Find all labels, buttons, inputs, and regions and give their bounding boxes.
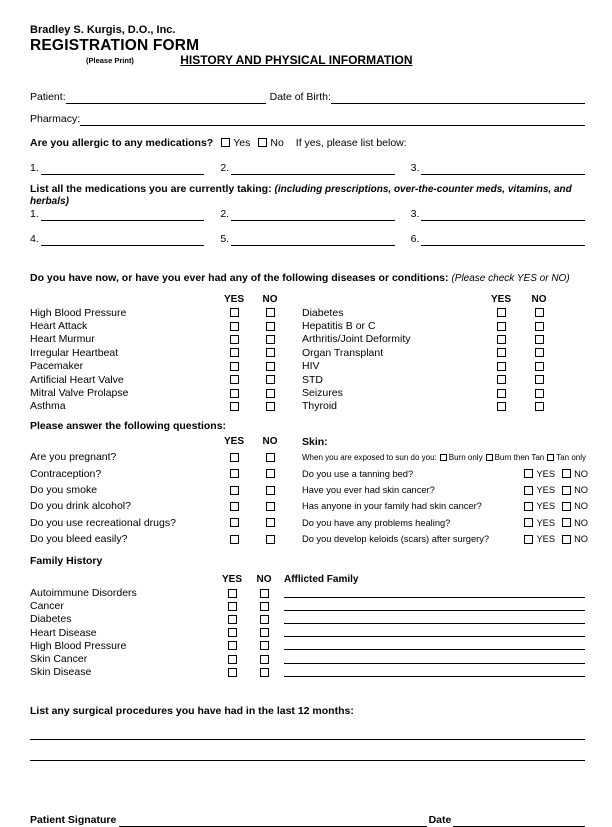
family-history-column-header bbox=[30, 572, 585, 586]
no-checkbox[interactable] bbox=[266, 308, 275, 317]
no-label: NO bbox=[574, 468, 589, 479]
yes-checkbox[interactable] bbox=[230, 486, 239, 495]
line-number: 5. bbox=[220, 233, 230, 245]
yes-checkbox[interactable] bbox=[230, 535, 239, 544]
disease-row bbox=[302, 360, 585, 373]
allergy-yes-label: Yes bbox=[233, 136, 251, 149]
yes-checkbox[interactable] bbox=[230, 502, 239, 511]
yes-label: YES bbox=[536, 501, 556, 512]
disease-row bbox=[30, 373, 302, 386]
skin-question-row bbox=[302, 482, 589, 498]
condition-label: Artificial Heart Valve bbox=[30, 373, 124, 386]
skin-header: Skin: bbox=[302, 435, 328, 448]
medication-line-input[interactable] bbox=[421, 208, 585, 221]
allergy-line-input[interactable] bbox=[421, 162, 585, 175]
no-checkbox[interactable] bbox=[260, 655, 269, 664]
condition-label: High Blood Pressure bbox=[30, 306, 127, 319]
medication-line-input[interactable] bbox=[231, 233, 395, 246]
yes-checkbox[interactable] bbox=[228, 589, 237, 598]
skin-question-label: Has anyone in your family had skin cancer? bbox=[302, 501, 482, 512]
no-checkbox[interactable] bbox=[266, 402, 275, 411]
form-title: REGISTRATION FORM bbox=[30, 37, 200, 54]
dob-input[interactable] bbox=[331, 91, 585, 104]
question-row bbox=[30, 482, 302, 498]
disease-row bbox=[30, 306, 302, 319]
family-condition-label: Cancer bbox=[30, 600, 64, 613]
disease-row bbox=[30, 360, 302, 373]
disease-row bbox=[30, 400, 302, 413]
no-checkbox[interactable] bbox=[562, 518, 571, 527]
yes-checkbox[interactable] bbox=[524, 469, 533, 478]
questions-header: Please answer the following questions: bbox=[30, 420, 227, 433]
skin-question-label: Do you use a tanning bed? bbox=[302, 468, 414, 479]
family-history-header: Family History bbox=[30, 555, 103, 568]
no-checkbox[interactable] bbox=[535, 322, 544, 331]
burn-then-tan-label: Burn then Tan bbox=[494, 452, 545, 462]
diseases-question-row bbox=[30, 272, 585, 286]
yes-checkbox[interactable] bbox=[230, 518, 239, 527]
patient-signature-label: Patient Signature bbox=[30, 813, 117, 826]
allergy-line-input[interactable] bbox=[231, 162, 395, 175]
condition-label: HIV bbox=[302, 360, 320, 373]
no-label: NO bbox=[574, 501, 589, 512]
yes-checkbox[interactable] bbox=[230, 375, 239, 384]
diseases-right-column bbox=[302, 292, 585, 413]
disease-row bbox=[30, 319, 302, 332]
no-checkbox[interactable] bbox=[266, 348, 275, 357]
no-checkbox[interactable] bbox=[535, 362, 544, 371]
yes-checkbox[interactable] bbox=[230, 389, 239, 398]
diseases-right-header bbox=[302, 292, 585, 306]
disease-row bbox=[302, 386, 585, 399]
medication-line-input[interactable] bbox=[231, 208, 395, 221]
yes-column-header: YES bbox=[223, 436, 244, 448]
yes-checkbox[interactable] bbox=[524, 486, 533, 495]
no-label: NO bbox=[574, 485, 589, 496]
pharmacy-row bbox=[30, 108, 585, 126]
pharmacy-label: Pharmacy: bbox=[30, 113, 81, 125]
skin-question-label: Have you ever had skin cancer? bbox=[302, 485, 435, 496]
yes-checkbox[interactable] bbox=[497, 402, 506, 411]
questions-left-column bbox=[30, 434, 302, 547]
line-number: 2. bbox=[220, 162, 230, 174]
no-checkbox[interactable] bbox=[266, 469, 275, 478]
questions-table bbox=[30, 434, 589, 547]
afflicted-family-input[interactable] bbox=[284, 589, 585, 598]
condition-label: Mitral Valve Prolapse bbox=[30, 387, 129, 400]
no-label: NO bbox=[574, 534, 589, 545]
line-number: 6. bbox=[410, 233, 420, 245]
condition-label: Hepatitis B or C bbox=[302, 320, 376, 333]
no-checkbox[interactable] bbox=[260, 615, 269, 624]
line-number: 4. bbox=[30, 233, 39, 245]
family-history-row bbox=[30, 626, 585, 639]
afflicted-family-input[interactable] bbox=[284, 668, 585, 677]
yes-checkbox[interactable] bbox=[230, 402, 239, 411]
family-condition-label: High Blood Pressure bbox=[30, 639, 127, 652]
skin-question-row bbox=[302, 466, 589, 482]
pharmacy-input[interactable] bbox=[80, 113, 585, 126]
questions-column-header bbox=[30, 434, 302, 449]
diseases-left-column bbox=[30, 292, 302, 413]
question-label: Do you bleed easily? bbox=[30, 533, 128, 546]
no-checkbox[interactable] bbox=[535, 308, 544, 317]
condition-label: Seizures bbox=[302, 387, 343, 400]
no-column-header: NO bbox=[531, 293, 547, 305]
skin-column bbox=[302, 434, 589, 547]
no-checkbox[interactable] bbox=[562, 469, 571, 478]
condition-label: Organ Transplant bbox=[302, 346, 384, 359]
afflicted-family-input[interactable] bbox=[284, 615, 585, 624]
patient-row bbox=[30, 86, 585, 104]
skin-question-row bbox=[302, 531, 589, 547]
condition-label: Thyroid bbox=[302, 400, 338, 413]
yes-checkbox[interactable] bbox=[228, 668, 237, 677]
family-history-row bbox=[30, 666, 585, 679]
question-row bbox=[30, 498, 302, 514]
allergy-no-checkbox[interactable] bbox=[258, 138, 267, 147]
question-row bbox=[30, 449, 302, 465]
condition-label: STD bbox=[302, 373, 323, 386]
surgical-line-input[interactable] bbox=[30, 719, 585, 740]
yes-checkbox[interactable] bbox=[497, 389, 506, 398]
question-row bbox=[30, 515, 302, 531]
diseases-table bbox=[30, 292, 585, 413]
no-checkbox[interactable] bbox=[266, 502, 275, 511]
yes-column-header: YES bbox=[490, 293, 511, 305]
allergy-yes-checkbox[interactable] bbox=[221, 138, 230, 147]
medication-line-input[interactable] bbox=[421, 233, 585, 246]
diseases-question-note: (Please check YES or NO) bbox=[451, 273, 570, 284]
no-checkbox[interactable] bbox=[535, 375, 544, 384]
yes-checkbox[interactable] bbox=[524, 502, 533, 511]
burn-then-tan-checkbox[interactable] bbox=[486, 454, 493, 461]
question-row bbox=[30, 531, 302, 547]
family-history-row bbox=[30, 613, 585, 626]
yes-checkbox[interactable] bbox=[228, 615, 237, 624]
question-label: Do you drink alcohol? bbox=[30, 500, 131, 513]
print-note: (Please Print) bbox=[86, 56, 134, 65]
family-condition-label: Diabetes bbox=[30, 613, 72, 626]
disease-row bbox=[302, 319, 585, 332]
disease-row bbox=[302, 400, 585, 413]
family-condition-label: Autoimmune Disorders bbox=[30, 587, 137, 600]
disease-row bbox=[30, 346, 302, 359]
yes-checkbox[interactable] bbox=[228, 655, 237, 664]
no-checkbox[interactable] bbox=[260, 628, 269, 637]
patient-signature-input[interactable] bbox=[119, 814, 426, 827]
medication-line-input[interactable] bbox=[41, 233, 205, 246]
form-header bbox=[30, 24, 585, 70]
dob-label: Date of Birth: bbox=[269, 91, 331, 103]
yes-checkbox[interactable] bbox=[228, 602, 237, 611]
skin-question-row bbox=[302, 515, 589, 531]
medications-row-2 bbox=[30, 227, 585, 246]
allergy-no-label: No bbox=[270, 136, 284, 149]
medications-row-1 bbox=[30, 202, 585, 221]
condition-label: Heart Attack bbox=[30, 320, 88, 333]
disease-row bbox=[302, 373, 585, 386]
no-checkbox[interactable] bbox=[266, 389, 275, 398]
patient-input[interactable] bbox=[66, 91, 266, 104]
burn-only-checkbox[interactable] bbox=[440, 454, 447, 461]
afflicted-family-input[interactable] bbox=[284, 655, 585, 664]
no-checkbox[interactable] bbox=[562, 486, 571, 495]
yes-checkbox[interactable] bbox=[230, 348, 239, 357]
condition-label: Irregular Heartbeat bbox=[30, 346, 119, 359]
allergy-line-input[interactable] bbox=[41, 162, 205, 175]
sun-exposure-row bbox=[302, 449, 589, 465]
family-condition-label: Skin Disease bbox=[30, 666, 92, 679]
yes-checkbox[interactable] bbox=[230, 453, 239, 462]
signature-row bbox=[30, 809, 585, 827]
no-checkbox[interactable] bbox=[535, 348, 544, 357]
afflicted-family-input[interactable] bbox=[284, 602, 585, 611]
disease-row bbox=[30, 386, 302, 399]
yes-label: YES bbox=[536, 468, 556, 479]
no-checkbox[interactable] bbox=[562, 535, 571, 544]
yes-checkbox[interactable] bbox=[230, 308, 239, 317]
diseases-question: Do you have now, or have you ever had any of the following diseases or conditions: bbox=[30, 272, 449, 284]
no-checkbox[interactable] bbox=[266, 518, 275, 527]
line-number: 1. bbox=[30, 162, 39, 174]
question-label: Do you use recreational drugs? bbox=[30, 516, 176, 529]
allergy-question-row bbox=[30, 135, 585, 150]
condition-label: Heart Murmur bbox=[30, 333, 95, 346]
question-label: Are you pregnant? bbox=[30, 451, 117, 464]
family-history-row bbox=[30, 639, 585, 652]
no-checkbox[interactable] bbox=[535, 335, 544, 344]
no-checkbox[interactable] bbox=[535, 389, 544, 398]
tan-only-checkbox[interactable] bbox=[547, 454, 554, 461]
no-checkbox[interactable] bbox=[266, 535, 275, 544]
medications-instruction: List all the medications you are currently taking: bbox=[30, 183, 272, 195]
line-number: 3. bbox=[410, 162, 420, 174]
yes-checkbox[interactable] bbox=[524, 535, 533, 544]
no-checkbox[interactable] bbox=[260, 602, 269, 611]
medications-instruction-note: (including prescriptions, over-the-counter meds, vitamins, and herbals) bbox=[30, 184, 572, 207]
yes-checkbox[interactable] bbox=[228, 641, 237, 650]
no-checkbox[interactable] bbox=[266, 453, 275, 462]
family-history-row bbox=[30, 600, 585, 613]
disease-row bbox=[302, 333, 585, 346]
yes-column-header: YES bbox=[221, 573, 242, 585]
surgical-line-input[interactable] bbox=[30, 740, 585, 761]
yes-checkbox[interactable] bbox=[497, 362, 506, 371]
tan-only-label: Tan only bbox=[556, 452, 587, 462]
yes-checkbox[interactable] bbox=[497, 348, 506, 357]
no-label: NO bbox=[574, 517, 589, 528]
line-number: 1. bbox=[30, 208, 39, 220]
yes-checkbox[interactable] bbox=[230, 335, 239, 344]
condition-label: Pacemaker bbox=[30, 360, 84, 373]
no-checkbox[interactable] bbox=[260, 589, 269, 598]
allergy-if-yes-note: If yes, please list below: bbox=[295, 136, 407, 149]
no-checkbox[interactable] bbox=[535, 402, 544, 411]
no-column-header: NO bbox=[262, 436, 278, 448]
no-column-header: NO bbox=[256, 573, 272, 585]
yes-checkbox[interactable] bbox=[230, 362, 239, 371]
diseases-left-header bbox=[30, 292, 302, 306]
skin-question-row bbox=[302, 498, 589, 514]
sun-exposure-question: When you are exposed to sun do you: bbox=[302, 452, 437, 462]
family-condition-label: Skin Cancer bbox=[30, 653, 88, 665]
question-row bbox=[30, 466, 302, 482]
no-checkbox[interactable] bbox=[260, 668, 269, 677]
date-input[interactable] bbox=[453, 814, 585, 827]
no-checkbox[interactable] bbox=[562, 502, 571, 511]
no-checkbox[interactable] bbox=[266, 362, 275, 371]
afflicted-family-input[interactable] bbox=[284, 628, 585, 637]
disease-row bbox=[302, 346, 585, 359]
medications-instruction-row bbox=[30, 183, 585, 207]
yes-checkbox[interactable] bbox=[524, 518, 533, 527]
question-label: Do you smoke bbox=[30, 484, 98, 497]
yes-label: YES bbox=[536, 534, 556, 545]
date-label: Date bbox=[428, 813, 452, 826]
family-history-table bbox=[30, 572, 585, 678]
allergy-question: Are you allergic to any medications? bbox=[30, 136, 214, 149]
condition-label: Diabetes bbox=[302, 306, 344, 319]
no-checkbox[interactable] bbox=[266, 322, 275, 331]
disease-row bbox=[30, 333, 302, 346]
yes-checkbox[interactable] bbox=[497, 308, 506, 317]
skin-question-label: Do you have any problems healing? bbox=[302, 517, 451, 528]
condition-label: Asthma bbox=[30, 400, 66, 413]
question-label: Contraception? bbox=[30, 467, 102, 480]
afflicted-family-column-header: Afflicted Family bbox=[284, 573, 359, 585]
patient-label: Patient: bbox=[30, 91, 66, 103]
yes-checkbox[interactable] bbox=[497, 322, 506, 331]
line-number: 2. bbox=[220, 208, 230, 220]
yes-checkbox[interactable] bbox=[497, 335, 506, 344]
yes-checkbox[interactable] bbox=[230, 469, 239, 478]
no-checkbox[interactable] bbox=[260, 641, 269, 650]
condition-label: Arthritis/Joint Deformity bbox=[302, 333, 411, 346]
surgical-instruction: List any surgical procedures you have had in the last 12 months: bbox=[30, 704, 354, 717]
family-history-row bbox=[30, 586, 585, 599]
disease-row bbox=[302, 306, 585, 319]
skin-question-label: Do you develop keloids (scars) after surgery? bbox=[302, 534, 490, 545]
yes-checkbox[interactable] bbox=[228, 628, 237, 637]
skin-header-row bbox=[302, 434, 589, 449]
yes-label: YES bbox=[536, 517, 556, 528]
medication-line-input[interactable] bbox=[41, 208, 205, 221]
family-history-row bbox=[30, 652, 585, 665]
no-checkbox[interactable] bbox=[266, 335, 275, 344]
yes-checkbox[interactable] bbox=[497, 375, 506, 384]
afflicted-family-input[interactable] bbox=[284, 641, 585, 650]
allergy-lines-row bbox=[30, 156, 585, 175]
no-checkbox[interactable] bbox=[266, 375, 275, 384]
yes-label: YES bbox=[536, 485, 556, 496]
no-column-header: NO bbox=[262, 293, 278, 305]
burn-only-label: Burn only bbox=[448, 452, 483, 462]
yes-checkbox[interactable] bbox=[230, 322, 239, 331]
no-checkbox[interactable] bbox=[266, 486, 275, 495]
practice-name: Bradley S. Kurgis, D.O., Inc. bbox=[30, 24, 176, 36]
yes-column-header: YES bbox=[223, 293, 244, 305]
line-number: 3. bbox=[410, 208, 420, 220]
page-title: HISTORY AND PHYSICAL INFORMATION bbox=[180, 53, 413, 67]
family-condition-label: Heart Disease bbox=[30, 626, 97, 639]
